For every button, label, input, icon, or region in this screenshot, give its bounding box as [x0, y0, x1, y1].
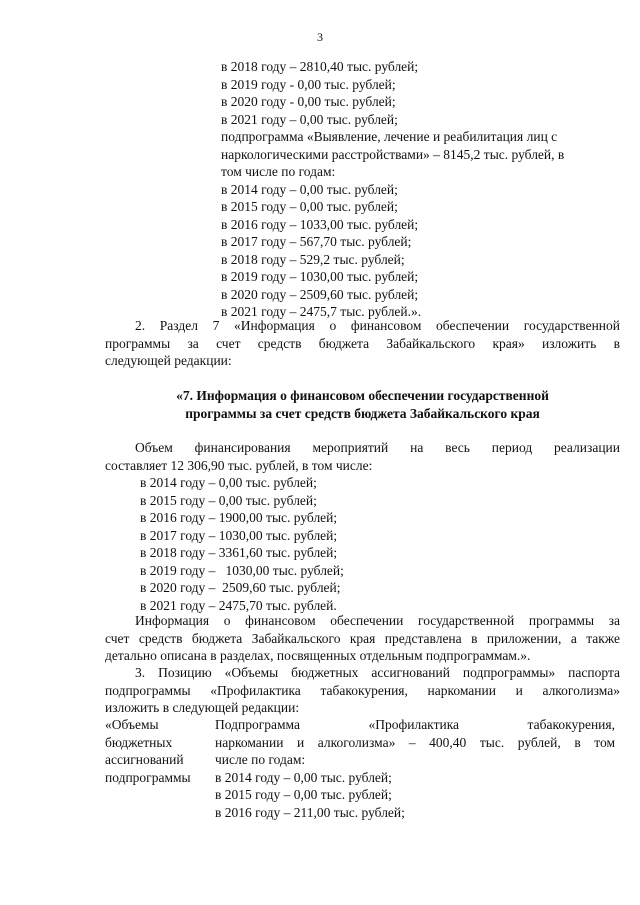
paragraph-funding-info [105, 612, 620, 665]
list-item: в 2019 году – 1030,00 тыс. рублей; [221, 269, 419, 284]
list-item: в 2018 году – 529,2 тыс. рублей; [221, 251, 405, 267]
list-item: в 2015 году – 0,00 тыс. рублей; [221, 199, 398, 214]
paragraph-line: Объем финансирования мероприятий на весь период реализации [135, 440, 620, 455]
continuation-funding-list [221, 58, 564, 321]
list-item: в 2020 году - 0,00 тыс. рублей; [221, 94, 396, 109]
label-line: «Объемы [105, 717, 159, 732]
list-item: в 2017 году – 1030,00 тыс. рублей; [140, 527, 338, 543]
list-item: в 2014 году – 0,00 тыс. рублей; [140, 475, 317, 490]
list-item: в 2016 году – 1033,00 тыс. рублей; [221, 216, 419, 232]
list-item: в 2019 году - 0,00 тыс. рублей; [221, 76, 396, 92]
list-item: в 2019 году – 1030,00 тыс. рублей; [140, 562, 344, 578]
heading-line: «7. Информация о финансовом обеспечении государственной [176, 388, 549, 403]
paragraph-funding-total [105, 439, 620, 474]
subprogram-line: наркологическими расстройствами» – 8145,2 тыс. рублей, в [221, 146, 565, 162]
label-line: подпрограммы [105, 769, 191, 785]
paragraph-line: 3. Позицию «Объемы бюджетных ассигнований подпрограммы» паспорта [135, 665, 620, 680]
funding-by-year-list [140, 474, 344, 614]
table-label-cell [105, 716, 210, 786]
list-item: в 2017 году – 567,70 тыс. рублей; [221, 234, 412, 249]
paragraph-line: счет средств бюджета Забайкальского края представлена в приложении, а также [105, 630, 620, 646]
table-value-cell [215, 716, 615, 821]
list-item: в 2018 году – 3361,60 тыс. рублей; [140, 545, 338, 560]
list-item: в 2014 году – 0,00 тыс. рублей; [221, 181, 398, 197]
subprogram-line: том числе по годам: [221, 164, 336, 179]
paragraph-section-3 [105, 664, 620, 717]
label-line: ассигнований [105, 752, 184, 767]
list-item: в 2021 году – 0,00 тыс. рублей; [221, 111, 398, 127]
list-item: в 2014 году – 0,00 тыс. рублей; [215, 769, 392, 785]
paragraph-line: Информация о финансовом обеспечении государственной программы за [135, 613, 620, 628]
paragraph-line: составляет 12 306,90 тыс. рублей, в том числе: [105, 457, 373, 473]
list-item: в 2015 году – 0,00 тыс. рублей; [140, 492, 317, 508]
paragraph-line: следующей редакции: [105, 353, 232, 368]
paragraph-line: подпрограммы «Профилактика табакокурения, наркомании и алкоголизма» [105, 682, 620, 698]
list-item: в 2016 году – 1900,00 тыс. рублей; [140, 510, 338, 525]
list-item: в 2021 году – 2475,7 тыс. рублей.». [221, 304, 422, 319]
paragraph-line: изложить в следующей редакции: [105, 700, 300, 715]
value-line: числе по годам: [215, 752, 306, 767]
page-number: 3 [317, 30, 323, 44]
list-item: в 2020 году – 2509,60 тыс. рублей; [221, 286, 419, 302]
paragraph-line: программы за счет средств бюджета Забайкальского края» изложить в [105, 335, 620, 351]
paragraph-line: детально описана в разделах, посвященных отдельным подпрограммам.». [105, 648, 531, 663]
list-item: в 2018 году – 2810,40 тыс. рублей; [221, 59, 419, 74]
list-item: в 2021 году – 2475,70 тыс. рублей. [140, 597, 337, 613]
value-line: Подпрограмма «Профилактика табакокурения, [215, 717, 615, 732]
paragraph-section-2 [105, 317, 620, 370]
list-item: в 2015 году – 0,00 тыс. рублей; [215, 787, 392, 802]
list-item: в 2016 году – 211,00 тыс. рублей; [215, 804, 405, 820]
label-line: бюджетных [105, 734, 173, 750]
list-item: в 2020 году – 2509,60 тыс. рублей; [140, 580, 341, 595]
heading-line: программы за счет средств бюджета Забайкальского края [185, 405, 540, 421]
subprogram-line: подпрограмма «Выявление, лечение и реабилитация лиц с [221, 129, 558, 144]
section-heading [105, 387, 620, 422]
paragraph-line: 2. Раздел 7 «Информация о финансовом обеспечении государственной [135, 318, 620, 333]
value-line: наркомании и алкоголизма» – 400,40 тыс. рублей, в том [215, 734, 615, 750]
